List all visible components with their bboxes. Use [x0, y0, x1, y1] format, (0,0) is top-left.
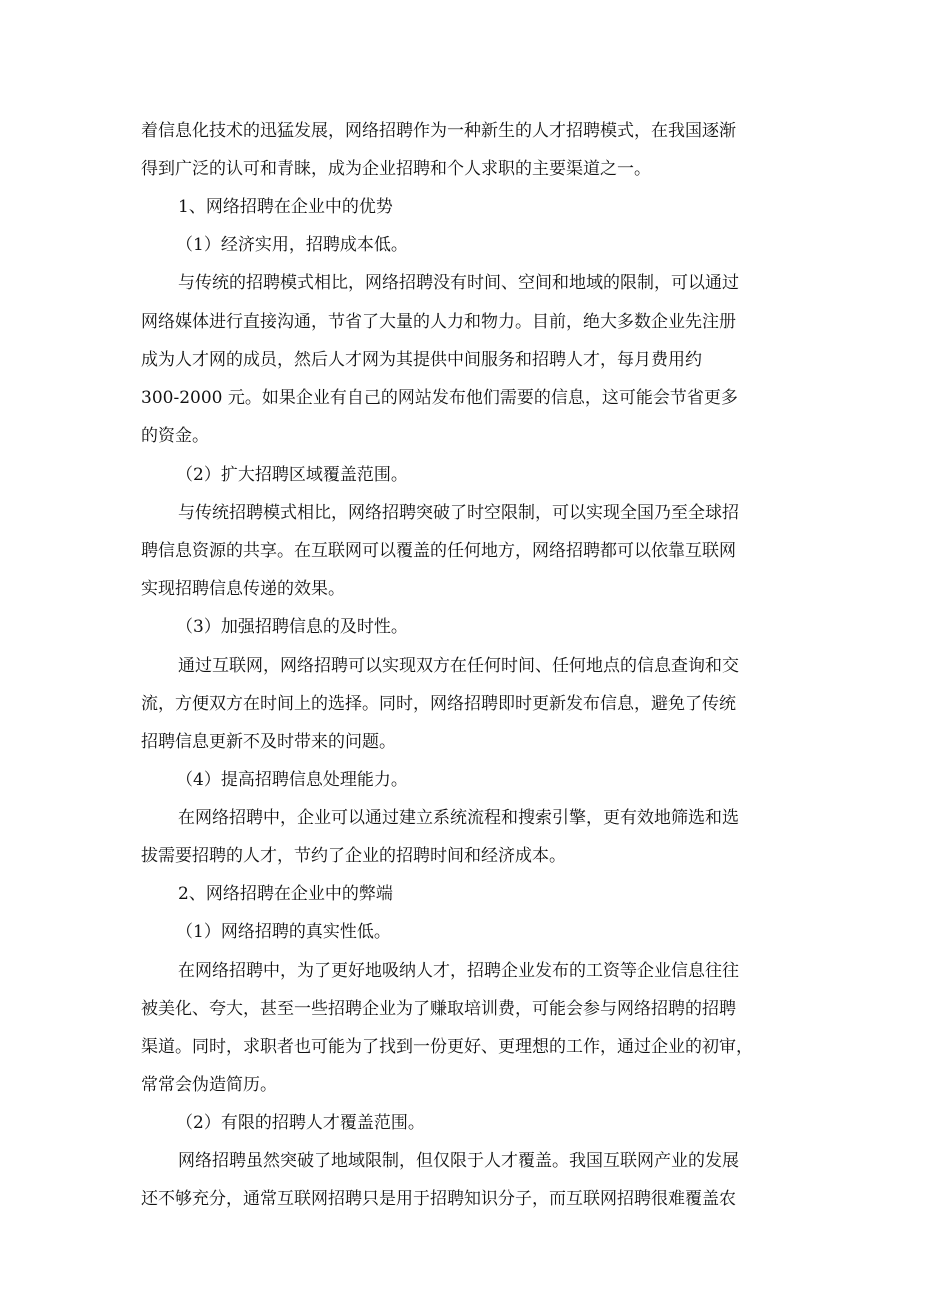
text-line: 与传统的招聘模式相比，网络招聘没有时间、空间和地域的限制，可以通过 — [178, 273, 739, 293]
text-line: 与传统招聘模式相比，网络招聘突破了时空限制，可以实现全国乃至全球招 — [178, 503, 739, 523]
text-line: 网络招聘虽然突破了地域限制，但仅限于人才覆盖。我国互联网产业的发展 — [178, 1151, 739, 1171]
text-line: 招聘信息更新不及时带来的问题。 — [141, 732, 396, 752]
text-line: 实现招聘信息传递的效果。 — [141, 579, 345, 599]
text-line: 被美化、夸大，甚至一些招聘企业为了赚取培训费，可能会参与网络招聘的招聘 — [141, 999, 736, 1019]
text-line: 网络媒体进行直接沟通，节省了大量的人力和物力。目前，绝大多数企业先注册 — [141, 312, 736, 332]
text-line: 300-2000 元。如果企业有自己的网站发布他们需要的信息，这可能会节省更多 — [141, 388, 738, 408]
text-line: 聘信息资源的共享。在互联网可以覆盖的任何地方，网络招聘都可以依靠互联网 — [141, 541, 736, 561]
section-heading: 1、网络招聘在企业中的优势 — [178, 197, 393, 217]
subsection-heading: （1）网络招聘的真实性低。 — [176, 922, 391, 942]
text-line: 还不够充分，通常互联网招聘只是用于招聘知识分子，而互联网招聘很难覆盖农 — [141, 1189, 736, 1209]
text-line: 常常会伪造简历。 — [141, 1075, 277, 1095]
text-line: 渠道。同时，求职者也可能为了找到一份更好、更理想的工作，通过企业的初审， — [141, 1037, 753, 1057]
text-line: 着信息化技术的迅猛发展，网络招聘作为一种新生的人才招聘模式，在我国逐渐 — [141, 121, 736, 141]
text-line: 流，方便双方在时间上的选择。同时，网络招聘即时更新发布信息，避免了传统 — [141, 694, 736, 714]
text-line: 拔需要招聘的人才，节约了企业的招聘时间和经济成本。 — [141, 846, 566, 866]
subsection-heading: （2）有限的招聘人才覆盖范围。 — [176, 1113, 425, 1133]
subsection-heading: （2）扩大招聘区域覆盖范围。 — [176, 465, 408, 485]
subsection-heading: （1）经济实用，招聘成本低。 — [176, 235, 408, 255]
text-line: 在网络招聘中，为了更好地吸纳人才，招聘企业发布的工资等企业信息往往 — [178, 961, 739, 981]
subsection-heading: （4）提高招聘信息处理能力。 — [176, 770, 408, 790]
subsection-heading: （3）加强招聘信息的及时性。 — [176, 617, 408, 637]
text-line: 成为人才网的成员，然后人才网为其提供中间服务和招聘人才，每月费用约 — [141, 350, 702, 370]
text-line: 通过互联网，网络招聘可以实现双方在任何时间、任何地点的信息查询和交 — [178, 656, 739, 676]
text-line: 在网络招聘中，企业可以通过建立系统流程和搜索引擎，更有效地筛选和选 — [178, 808, 739, 828]
section-heading: 2、网络招聘在企业中的弊端 — [178, 884, 393, 904]
text-line: 得到广泛的认可和青睐，成为企业招聘和个人求职的主要渠道之一。 — [141, 159, 651, 179]
text-line: 的资金。 — [141, 426, 209, 446]
